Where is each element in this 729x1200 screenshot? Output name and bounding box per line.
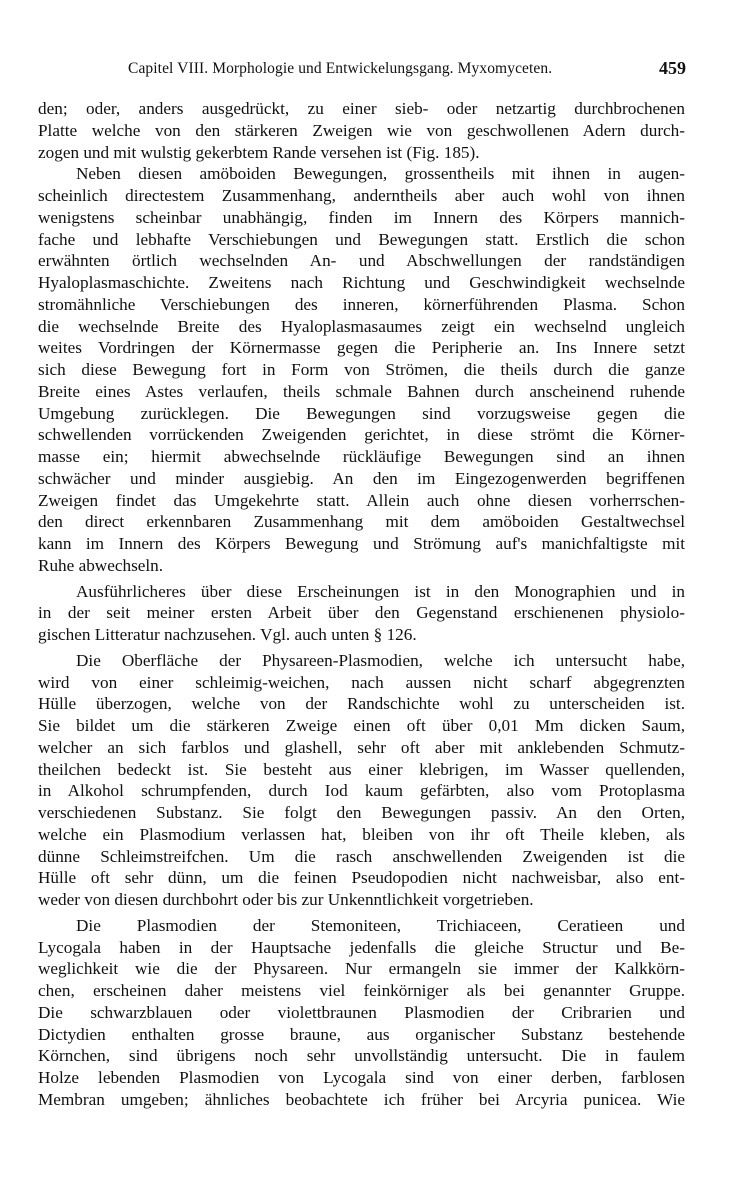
text-line: Lycogala haben in der Hauptsache jedenfalls die gleiche Structur und Be- <box>38 937 685 957</box>
text-line: masse ein; hiermit abwechselnde rückläufige Bewegungen sind an ihnen <box>38 447 685 466</box>
paragraph <box>38 581 685 646</box>
text-line: Ausführlicheres über diese Erscheinungen ist in den Monographien und in <box>76 581 685 601</box>
text-line: fache und lebhafte Verschiebungen und Bewegungen statt. Erstlich die schon <box>38 229 685 249</box>
running-title: Capitel VIII. Morphologie und Entwickelungsgang. Myxomyceten. <box>128 60 553 77</box>
text-line: verschiedenen Substanz. Sie folgt den Bewegungen passiv. An den Orten, <box>38 803 685 822</box>
text-line: weder von diesen durchbohrt oder bis zur Unkenntlichkeit vorgetrieben. <box>38 890 534 909</box>
paragraph <box>38 98 685 163</box>
paragraph <box>38 915 685 1111</box>
text-line: Breite eines Astes verlaufen, theils schmale Bahnen durch anscheinend ruhende <box>38 381 685 401</box>
text-line: Die Plasmodien der Stemoniteen, Trichiaceen, Ceratieen und <box>76 915 685 935</box>
text-line: Ruhe abwechseln. <box>38 555 164 575</box>
text-line: Zweigen findet das Umgekehrte statt. Allein auch ohne diesen vorherrschen- <box>38 490 685 510</box>
paragraph <box>38 163 685 576</box>
text-line: Platte welche von den stärkeren Zweigen wie von geschwollenen Adern durch- <box>38 120 685 140</box>
text-line: Körnchen, sind übrigens noch sehr unvollständig untersucht. Die in faulem <box>38 1046 685 1066</box>
text-line: Membran umgeben; ähnliches beobachtete ich früher bei Arcyria punicea. Wie <box>38 1089 685 1109</box>
text-line: Neben diesen amöboiden Bewegungen, grossentheils mit ihnen in augen- <box>76 164 685 184</box>
text-line: wird von einer schleimig-weichen, nach aussen nicht scharf abgegrenzten <box>38 672 685 692</box>
text-line: Holze lebenden Plasmodien von Lycogala sind von einer derben, farblosen <box>38 1068 685 1087</box>
text-line: Hülle überzogen, welche von der Randschichte wohl zu unterscheiden ist. <box>38 694 685 714</box>
text-line: weglichkeit wie die der Physareen. Nur ermangeln sie immer der Kalkkörn- <box>38 959 685 979</box>
text-line: welcher an sich farblos und glashell, sehr oft aber mit anklebenden Schmutz- <box>38 737 685 757</box>
text-line: erwähnten örtlich wechselnden An- und Abschwellungen der randständigen <box>38 251 685 271</box>
text-line: Umgebung zurücklegen. Die Bewegungen sind vorzugsweise gegen die <box>38 403 685 423</box>
text-line: theilchen bedeckt ist. Sie besteht aus einer klebrigen, im Wasser quellenden, <box>38 759 685 779</box>
page-header <box>38 60 686 86</box>
text-line: in Alkohol schrumpfenden, durch Iod kaum gefärbten, also vom Protoplasma <box>38 781 685 801</box>
text-line: Die schwarzblauen oder violettbraunen Plasmodien der Cribrarien und <box>38 1002 685 1022</box>
text-line: stromähnliche Verschiebungen des inneren, körnerführenden Plasma. Schon <box>38 294 685 314</box>
page-number: 459 <box>659 58 686 78</box>
text-line: chen, erscheinen daher meistens viel feinkörniger als bei genannter Gruppe. <box>38 981 685 1000</box>
text-line: Sie bildet um die stärkeren Zweige einen oft über 0,01 Mm dicken Saum, <box>38 716 685 735</box>
text-line: in der seit meiner ersten Arbeit über den Gegenstand erschienenen physiolo- <box>38 603 685 623</box>
text-line: den; oder, anders ausgedrückt, zu einer sieb- oder netzartig durchbrochenen <box>38 99 685 118</box>
text-line: sich diese Bewegung fort in Form von Strömen, die theils durch die ganze <box>38 360 685 379</box>
text-line: welche ein Plasmodium verlassen hat, bleiben von ihr oft Theile kleben, als <box>38 824 685 844</box>
text-line: scheinlich directestem Zusammenhang, anderntheils aber auch wohl von ihnen <box>38 186 685 205</box>
text-line: wenigstens scheinbar unabhängig, finden im Innern des Körpers mannich- <box>38 207 685 227</box>
text-line: kann im Innern des Körpers Bewegung und Strömung auf's manichfaltigste mit <box>38 534 685 553</box>
text-line: Hyaloplasmaschichte. Zweitens nach Richtung und Geschwindigkeit wechselnde <box>38 273 685 292</box>
text-line: schwächer und minder ausgiebig. An den im Eingezogenwerden begriffenen <box>38 468 685 488</box>
text-line: Dictydien enthalten grosse braune, aus organischer Substanz bestehende <box>38 1024 685 1044</box>
text-line: die wechselnde Breite des Hyaloplasmasaumes zeigt ein wechselnd ungleich <box>38 316 685 336</box>
text-line: zogen und mit wulstig gekerbtem Rande versehen ist (Fig. 185). <box>38 142 480 162</box>
text-line: gischen Litteratur nachzusehen. Vgl. auch unten § 126. <box>38 625 417 644</box>
text-line: schwellenden vorrückenden Zweigenden gerichtet, in diese strömt die Körner- <box>38 425 685 445</box>
text-line: Die Oberfläche der Physareen-Plasmodien, welche ich untersucht habe, <box>76 650 685 670</box>
paragraph <box>38 650 685 911</box>
text-line: weites Vordringen der Körnermasse gegen die Peripherie an. Ins Innere setzt <box>38 338 685 358</box>
text-line: den direct erkennbaren Zusammenhang mit dem amöboiden Gestaltwechsel <box>38 512 685 532</box>
text-line: dünne Schleimstreifchen. Um die rasch anschwellenden Zweigenden ist die <box>38 846 685 866</box>
body-text <box>38 98 685 1111</box>
text-line: Hülle oft sehr dünn, um die feinen Pseudopodien nicht nachweisbar, also ent- <box>38 868 685 888</box>
